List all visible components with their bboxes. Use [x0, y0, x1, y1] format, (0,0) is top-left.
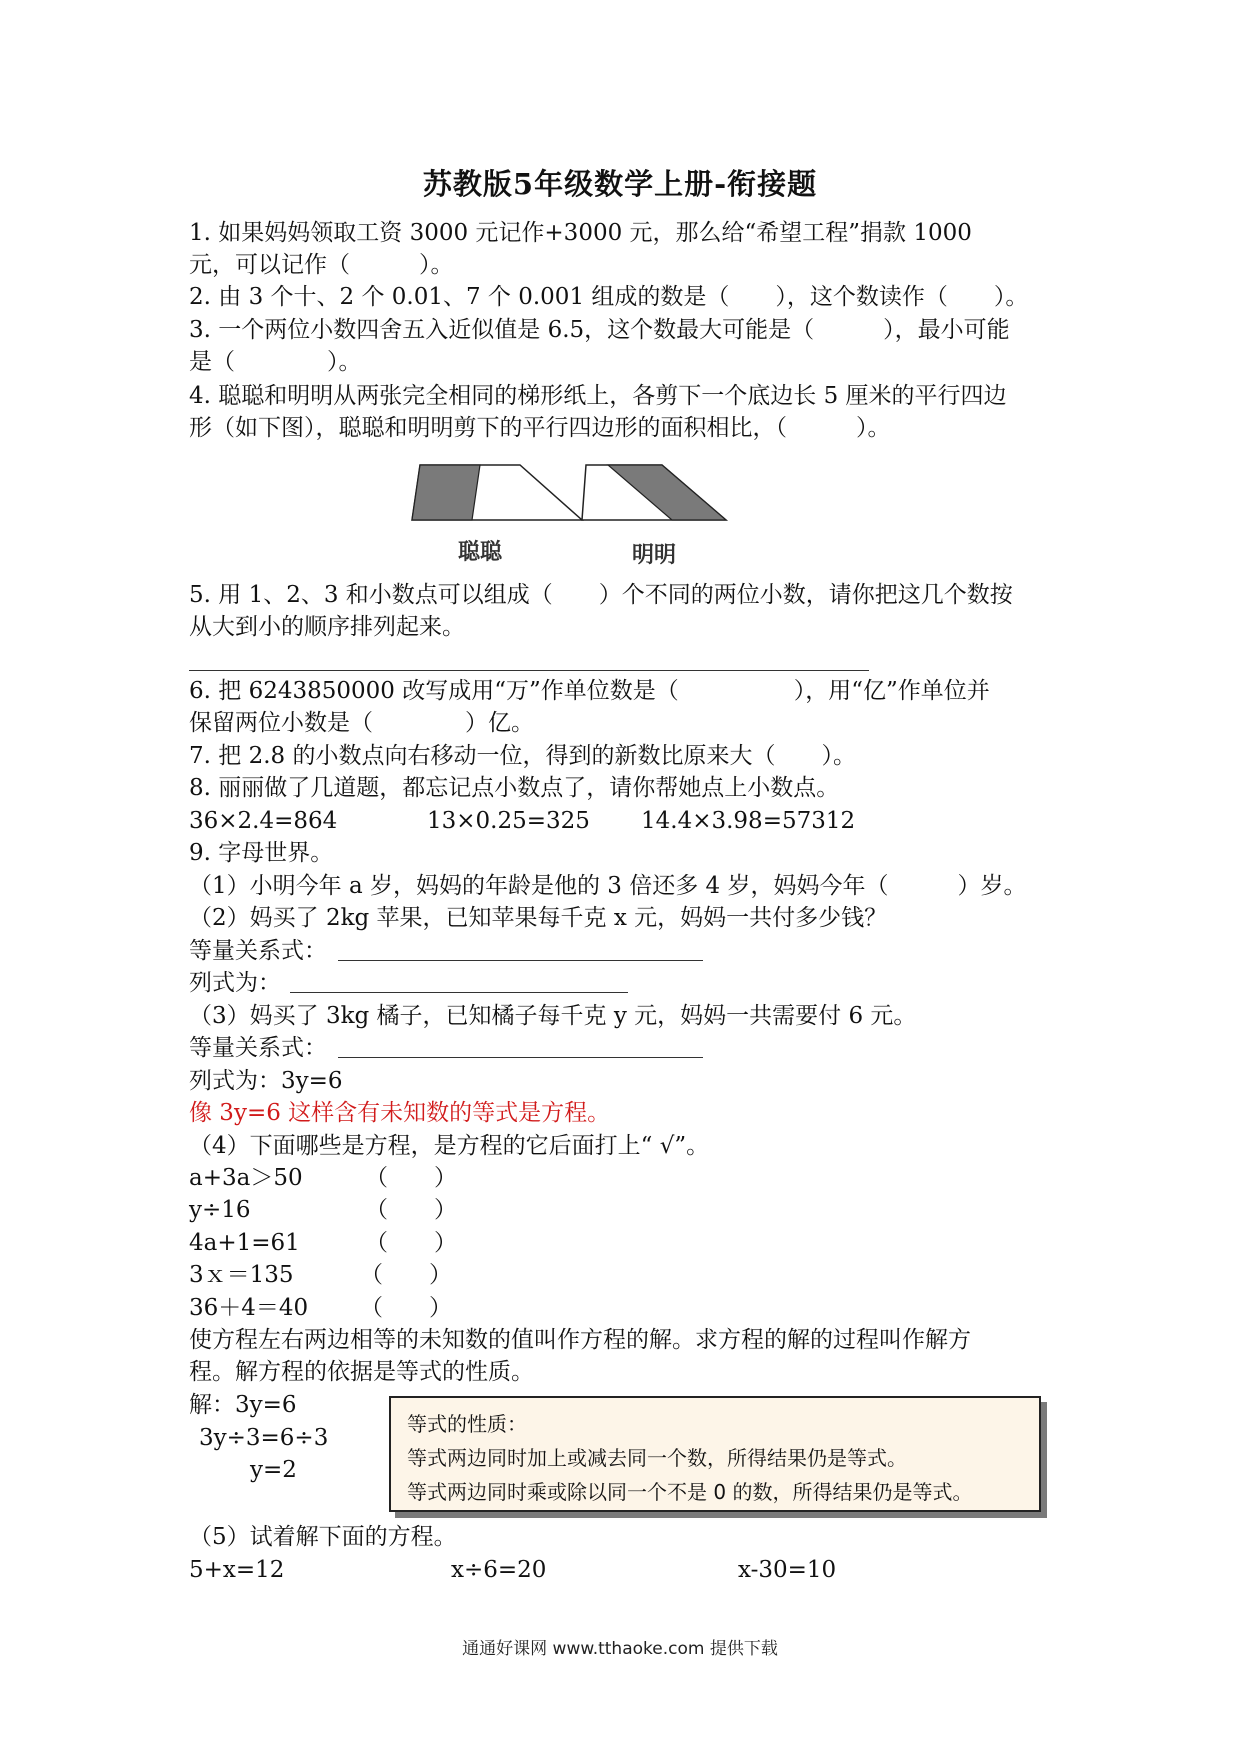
equation-item-3-expr: 4a+1=61 [189, 1230, 300, 1256]
question-9-part-5: （5）试着解下面的方程。 [189, 1524, 457, 1550]
question-9-part-2: （2）妈买了 2kg 苹果，已知苹果每千克 x 元，妈妈一共付多少钱？ [189, 905, 888, 931]
question-7: 7. 把 2.8 的小数点向右移动一位，得到的新数比原来大（ ）。 [189, 743, 856, 769]
parallelogram-congcong [412, 465, 480, 520]
question-8-expr-3: 14.4×3.98=57312 [641, 808, 856, 834]
footer: 通通好课网 www.tthaoke.com 提供下载 [462, 1639, 778, 1659]
question-9-part-1: （1）小明今年 a 岁，妈妈的年龄是他的 3 倍还多 4 岁，妈妈今年（ ）岁。 [189, 873, 1027, 899]
equality-property-box [389, 1396, 1041, 1512]
figure-label-congcong: 聪聪 [458, 540, 503, 565]
page-title: 苏教版5年级数学上册-衔接题 [422, 167, 818, 201]
question-4-line-1: 4. 聪聪和明明从两张完全相同的梯形纸上，各剪下一个底边长 5 厘米的平行四边 [189, 383, 1007, 409]
equation-item-4-expr: 3ｘ＝135 [189, 1262, 294, 1288]
answer-line-relation-1 [338, 960, 703, 961]
question-3-line-1: 3. 一个两位小数四舍五入近似值是 6.5，这个数最大可能是（ ），最小可能 [189, 317, 1010, 343]
equation-item-2-paren[interactable]: （ ） [365, 1197, 457, 1223]
equation-item-4-paren[interactable]: （ ） [360, 1262, 452, 1288]
box-rule-1: 等式两边同时加上或减去同一个数，所得结果仍是等式。 [407, 1446, 907, 1470]
equation-item-1-expr: a+3a＞50 [189, 1165, 303, 1191]
question-2: 2. 由 3 个十、2 个 0.01、7 个 0.001 组成的数是（ ），这个数读作（ ）。 [189, 284, 1029, 310]
answer-line-relation-2 [338, 1057, 703, 1058]
formula-label-1: 列式为： [189, 970, 281, 996]
equation-item-2-expr: y÷16 [189, 1197, 251, 1223]
equation-item-3-paren[interactable]: （ ） [365, 1230, 457, 1256]
question-1-line-2: 元，可以记作（ ）。 [189, 252, 454, 278]
answer-line-q5 [189, 670, 869, 671]
question-1-line-1: 1. 如果妈妈领取工资 3000 元记作+3000 元，那么给“希望工程”捐款 1000 [189, 220, 972, 246]
question-9-part-3: （3）妈买了 3kg 橘子，已知橘子每千克 y 元，妈妈一共需要付 6 元。 [189, 1003, 917, 1029]
relation-label-1: 等量关系式： [189, 938, 327, 964]
solution-definition-line-1: 使方程左右两边相等的未知数的值叫作方程的解。求方程的解的过程叫作解方 [189, 1327, 971, 1353]
solve-step-1: 解：3y=6 [189, 1392, 297, 1418]
question-6-line-1: 6. 把 6243850000 改写成用“万”作单位数是（ ），用“亿”作单位并 [189, 678, 990, 704]
solve-step-3: y=2 [250, 1457, 297, 1483]
question-8-expr-2: 13×0.25=325 [427, 808, 590, 834]
solution-definition-line-2: 程。解方程的依据是等式的性质。 [189, 1359, 534, 1385]
equation-definition: 像 3y=6 这样含有未知数的等式是方程。 [189, 1100, 611, 1126]
equation-item-5-paren[interactable]: （ ） [360, 1295, 452, 1321]
equation-item-1-paren[interactable]: （ ） [365, 1165, 457, 1191]
practice-equation-3: x-30=10 [738, 1557, 837, 1583]
equation-item-5-expr: 36＋4＝40 [189, 1295, 309, 1321]
question-6-line-2: 保留两位小数是（ ）亿。 [189, 710, 534, 736]
formula-given: 列式为：3y=6 [189, 1068, 343, 1094]
solve-step-2: 3y÷3=6÷3 [199, 1425, 329, 1451]
question-9-part-4: （4）下面哪些是方程，是方程的它后面打上“ √”。 [189, 1133, 710, 1159]
question-8-expr-1: 36×2.4=864 [189, 808, 338, 834]
practice-equation-1: 5+x=12 [189, 1557, 285, 1583]
question-4-line-2: 形（如下图），聪聪和明明剪下的平行四边形的面积相比，（ ）。 [189, 415, 891, 441]
question-3-line-2: 是（ ）。 [189, 349, 362, 375]
answer-line-formula-1 [290, 992, 628, 993]
question-8: 8. 丽丽做了几道题，都忘记点小数点了，请你帮她点上小数点。 [189, 775, 840, 801]
practice-equation-2: x÷6=20 [451, 1557, 547, 1583]
box-heading: 等式的性质： [407, 1412, 527, 1436]
box-rule-2: 等式两边同时乘或除以同一个不是 0 的数，所得结果仍是等式。 [407, 1480, 973, 1504]
question-9-title: 9. 字母世界。 [189, 840, 334, 866]
question-5-line-2: 从大到小的顺序排列起来。 [189, 614, 465, 640]
relation-label-2: 等量关系式： [189, 1035, 327, 1061]
figure-label-mingming: 明明 [632, 543, 677, 568]
question-5-line-1: 5. 用 1、2、3 和小数点可以组成（ ）个不同的两位小数，请你把这几个数按 [189, 582, 1013, 608]
